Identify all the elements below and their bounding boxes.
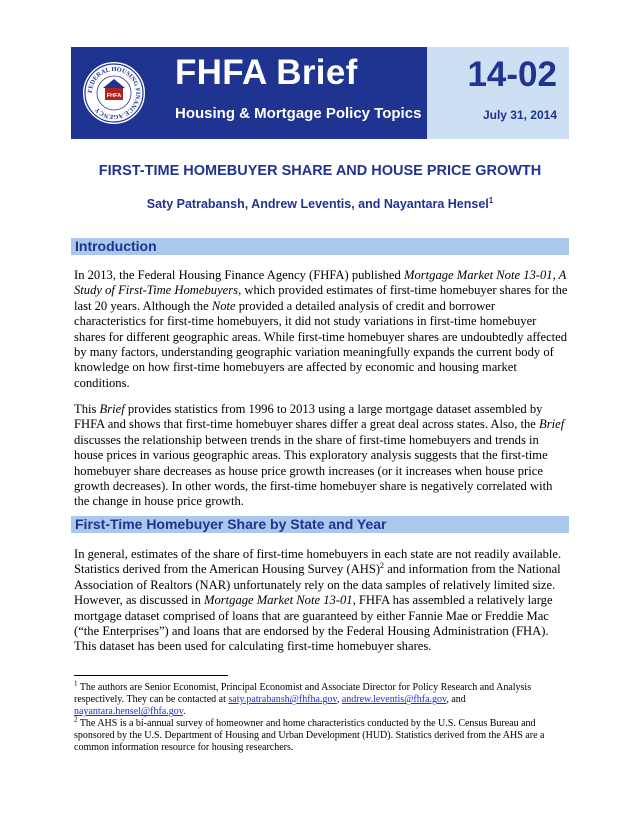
- text-run: provided a detailed analysis of credit and borrower characteristics for first-time homebuyers, it did not study variations in first-time homebuyer shares for different geographic areas. While first-time homebuyer shares are undoubtedly affected by many factors, understanding geographic variation meaningfully expands the current body of knowledge on how first-time homebuyers are affected by economic and housing market conditions.: [74, 298, 568, 390]
- banner-number-panel: [427, 47, 569, 139]
- text-run: provides statistics from 1996 to 2013 using a large mortgage dataset assembled by FHFA and shows that first-time homebuyer shares differ a great deal across states. Also, the: [74, 402, 543, 432]
- footnote-divider: [74, 675, 228, 676]
- brief-date: July 31, 2014: [482, 108, 557, 122]
- footnote-1: [74, 679, 568, 719]
- brief-reference: Brief: [99, 402, 125, 416]
- email-link-hensel[interactable]: nayantara.hensel@fhfa.gov: [74, 706, 184, 718]
- svg-text:FHFA: FHFA: [106, 93, 122, 99]
- footnote-mark: 2: [380, 561, 385, 571]
- footnote-2: [74, 715, 568, 755]
- text-run: The AHS is a bi-annual survey of homeowner and home characteristics conducted by the U.S. Census Bureau and sponsored by the U.S. Department of Housing and Urban Development (HUD). Statistics derived from the AHS are a common information resource for housing researchers.: [74, 718, 545, 754]
- authors-footnote-mark: 1: [488, 196, 494, 205]
- section-heading-share-by-state: First-Time Homebuyer Share by State and Year: [71, 516, 569, 533]
- text-run: .: [183, 706, 186, 718]
- text-run: This: [74, 402, 100, 416]
- fhfa-seal-icon: [81, 60, 147, 126]
- brief-subtitle: Housing & Mortgage Policy Topics: [175, 105, 422, 122]
- document-title: FIRST-TIME HOMEBUYER SHARE AND HOUSE PRICE GROWTH: [98, 163, 542, 179]
- email-link-patrabansh[interactable]: saty.patrabansh@fhfha.gov: [228, 694, 337, 706]
- text-run: In 2013, the Federal Housing Finance Agency (FHFA) published: [74, 268, 404, 282]
- brief-title: FHFA Brief: [175, 53, 358, 92]
- text-run: , FHFA has assembled a relatively large mortgage dataset comprised of loans that are guaranteed by either Fannie Mae or Freddie Mac (“the Enterprises”) and loans that are endorsed by the Federal Housing Administration (FHA). This dataset has been used for calculating first-time homebuyer shares.: [74, 593, 553, 654]
- authors-names: Saty Patrabansh, Andrew Leventis, and Nayantara Hensel: [146, 197, 489, 212]
- text-run: ,: [336, 694, 342, 706]
- footnote-mark: 1: [74, 679, 78, 688]
- text-run: The authors are Senior Economist, Principal Economist and Associate Director for Policy Research and Analysis respectively. They can be contacted at: [74, 682, 532, 706]
- text-run: discusses the relationship between trends in the share of first-time homebuyers and trends in house prices in various geographic areas. This exploratory analysis suggests that the first-time homebuyer share decreases as house price growth increases (or it increases when house price growth decreases). In other words, the first-time homebuyer share is negatively correlated with the change in house price growth.: [74, 432, 553, 509]
- note-citation: Mortgage Market Note 13-01: [203, 593, 353, 608]
- text-run: , which provided estimates of first-time homebuyer shares for the last 20 years. Although the: [74, 283, 568, 313]
- note-reference: Note: [211, 298, 236, 313]
- section2-paragraph-1: [74, 547, 568, 655]
- intro-paragraph-1: [74, 268, 568, 391]
- email-link-leventis[interactable]: andrew.leventis@fhfa.gov: [341, 694, 447, 706]
- brief-number: 14-02: [467, 55, 557, 94]
- svg-text:FEDERAL HOUSING FINANCE AGENCY: FEDERAL HOUSING FINANCE AGENCY: [86, 65, 142, 121]
- section-heading-introduction: Introduction: [71, 238, 569, 255]
- footnote-mark: 2: [74, 715, 78, 724]
- note-citation: Mortgage Market Note 13-01, A Study of First-Time Homebuyers: [74, 268, 567, 298]
- brief-reference: Brief: [539, 417, 565, 432]
- brief-banner: [71, 47, 569, 139]
- text-run: and information from the National Association of Realtors (NAR) unfortunately rely on the data samples of relatively limited size. However, as discussed in: [74, 562, 561, 608]
- authors-line: [0, 196, 640, 211]
- banner-title-panel: [71, 47, 427, 139]
- text-run: , and: [446, 694, 466, 706]
- intro-paragraph-2: [74, 402, 568, 510]
- text-run: In general, estimates of the share of first-time homebuyers in each state are not readily available. Statistics derived from the American Housing Survey (AHS): [74, 547, 562, 577]
